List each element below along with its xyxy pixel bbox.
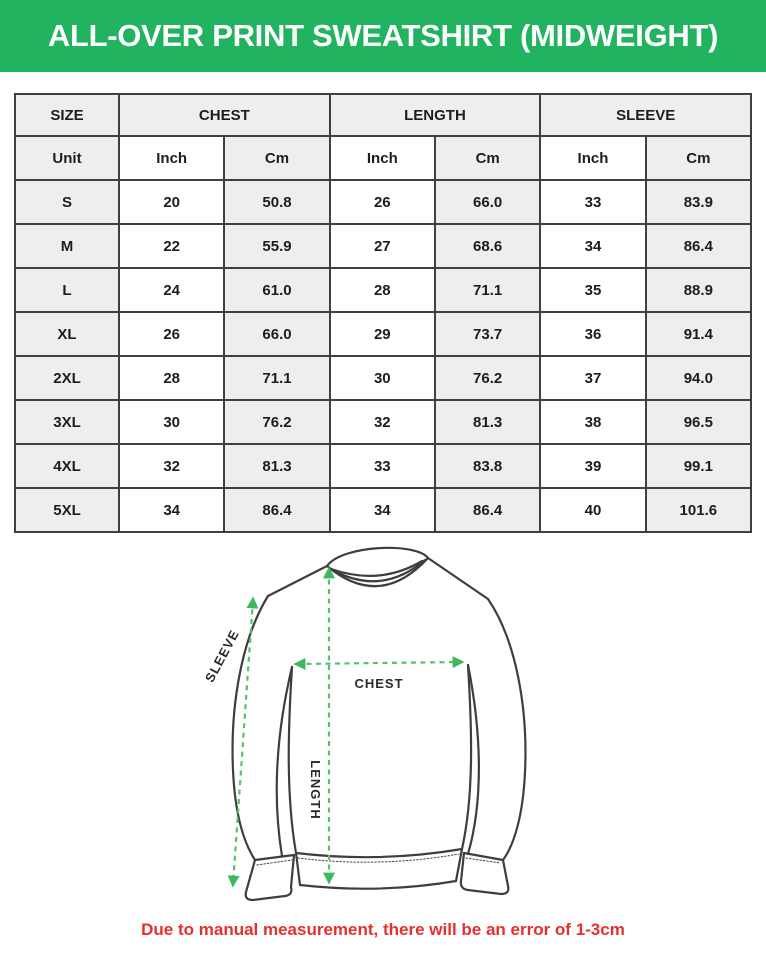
table-row	[15, 224, 751, 268]
table-cell: 83.9	[646, 180, 751, 224]
table-row	[15, 488, 751, 532]
unit-cell: Cm	[435, 136, 540, 180]
unit-cell: Unit	[15, 136, 119, 180]
col-header-chest: CHEST	[119, 94, 330, 136]
size-cell: L	[15, 268, 119, 312]
unit-cell: Inch	[330, 136, 435, 180]
table-cell: 86.4	[646, 224, 751, 268]
size-table	[14, 93, 752, 533]
table-cell: 39	[540, 444, 645, 488]
table-cell: 86.4	[224, 488, 329, 532]
size-cell: 2XL	[15, 356, 119, 400]
table-cell: 50.8	[224, 180, 329, 224]
unit-cell: Inch	[540, 136, 645, 180]
table-cell: 32	[119, 444, 224, 488]
sleeve-label: SLEEVE	[201, 627, 243, 685]
table-cell: 76.2	[435, 356, 540, 400]
table-cell: 35	[540, 268, 645, 312]
title-banner	[0, 0, 766, 72]
table-row	[15, 268, 751, 312]
table-cell: 34	[119, 488, 224, 532]
col-header-sleeve: SLEEVE	[540, 94, 751, 136]
table-cell: 83.8	[435, 444, 540, 488]
table-cell: 28	[119, 356, 224, 400]
table-cell: 30	[330, 356, 435, 400]
col-header-length: LENGTH	[330, 94, 541, 136]
size-cell: XL	[15, 312, 119, 356]
table-unit-row	[15, 136, 751, 180]
chest-label: CHEST	[354, 676, 404, 691]
size-cell: M	[15, 224, 119, 268]
table-cell: 99.1	[646, 444, 751, 488]
table-cell: 101.6	[646, 488, 751, 532]
table-cell: 55.9	[224, 224, 329, 268]
size-cell: S	[15, 180, 119, 224]
table-cell: 91.4	[646, 312, 751, 356]
table-cell: 20	[119, 180, 224, 224]
table-cell: 38	[540, 400, 645, 444]
table-row	[15, 400, 751, 444]
table-cell: 24	[119, 268, 224, 312]
table-row	[15, 444, 751, 488]
table-cell: 26	[119, 312, 224, 356]
table-cell: 61.0	[224, 268, 329, 312]
table-cell: 68.6	[435, 224, 540, 268]
table-cell: 71.1	[435, 268, 540, 312]
table-cell: 27	[330, 224, 435, 268]
table-cell: 30	[119, 400, 224, 444]
measurement-note: Due to manual measurement, there will be an error of 1-3cm	[141, 920, 625, 939]
table-cell: 94.0	[646, 356, 751, 400]
table-row	[15, 356, 751, 400]
size-cell: 4XL	[15, 444, 119, 488]
table-cell: 33	[330, 444, 435, 488]
table-group-header-row	[15, 94, 751, 136]
table-cell: 96.5	[646, 400, 751, 444]
table-cell: 88.9	[646, 268, 751, 312]
chest-arrow	[297, 662, 461, 664]
table-cell: 36	[540, 312, 645, 356]
table-cell: 37	[540, 356, 645, 400]
size-cell: 3XL	[15, 400, 119, 444]
sweatshirt-outline	[233, 548, 526, 900]
unit-cell: Cm	[224, 136, 329, 180]
table-cell: 81.3	[224, 444, 329, 488]
table-cell: 34	[540, 224, 645, 268]
sweatshirt-diagram	[170, 540, 590, 920]
table-cell: 34	[330, 488, 435, 532]
table-cell: 73.7	[435, 312, 540, 356]
length-label: LENGTH	[308, 760, 323, 820]
col-header-size: SIZE	[15, 94, 119, 136]
table-row	[15, 312, 751, 356]
table-cell: 76.2	[224, 400, 329, 444]
unit-cell: Inch	[119, 136, 224, 180]
table-cell: 32	[330, 400, 435, 444]
table-row	[15, 180, 751, 224]
table-cell: 66.0	[224, 312, 329, 356]
unit-cell: Cm	[646, 136, 751, 180]
table-cell: 86.4	[435, 488, 540, 532]
table-cell: 33	[540, 180, 645, 224]
table-cell: 81.3	[435, 400, 540, 444]
page-title: ALL-OVER PRINT SWEATSHIRT (MIDWEIGHT)	[47, 18, 719, 53]
table-cell: 66.0	[435, 180, 540, 224]
table-cell: 40	[540, 488, 645, 532]
table-cell: 29	[330, 312, 435, 356]
table-cell: 71.1	[224, 356, 329, 400]
size-cell: 5XL	[15, 488, 119, 532]
table-cell: 26	[330, 180, 435, 224]
table-cell: 28	[330, 268, 435, 312]
table-cell: 22	[119, 224, 224, 268]
